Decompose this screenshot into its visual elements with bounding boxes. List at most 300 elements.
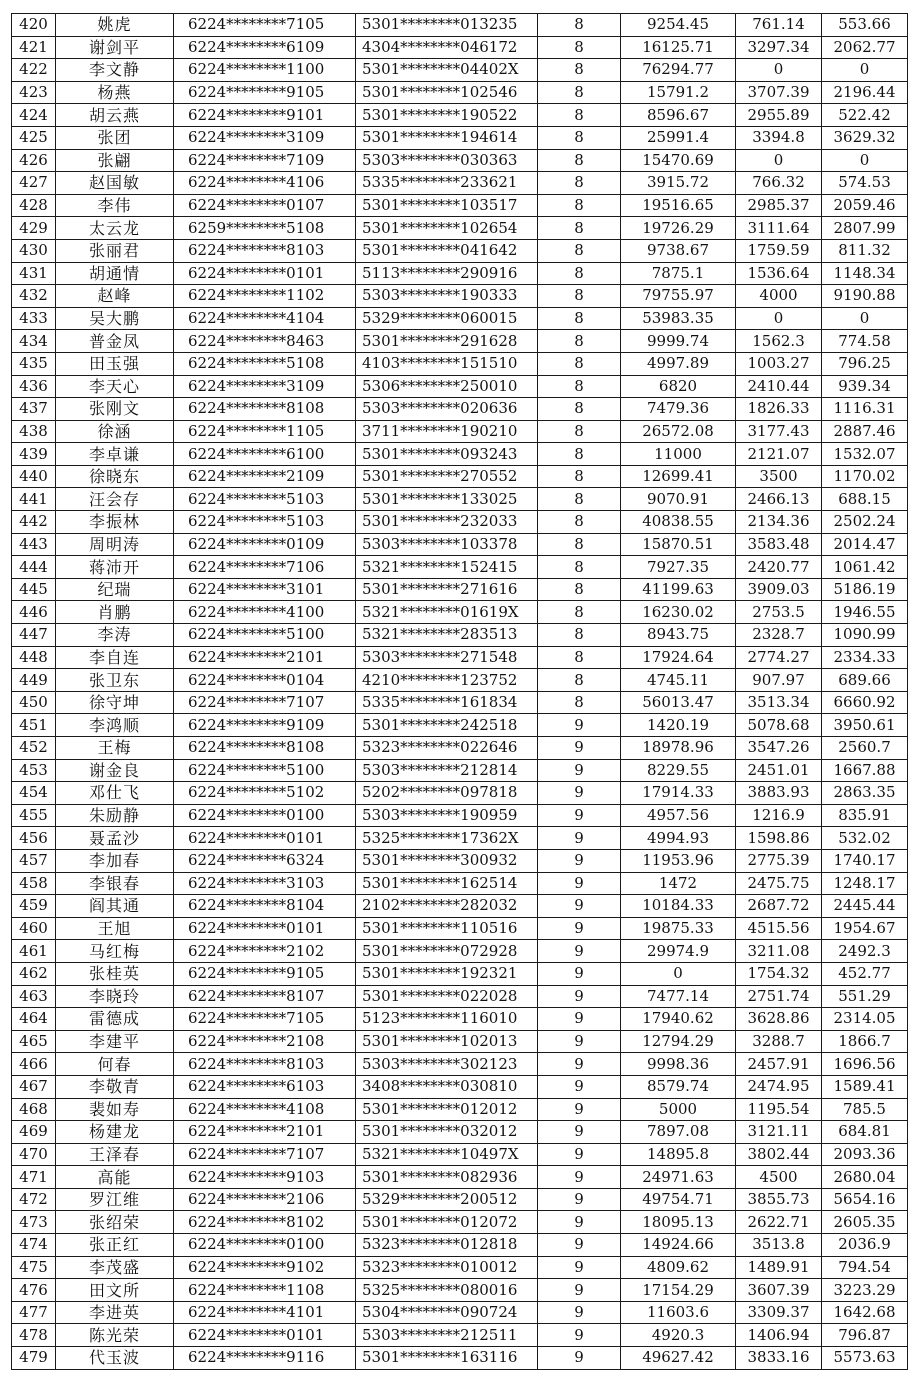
bank-card-cell: 6224********5103 <box>174 488 356 511</box>
id-number-cell: 5325********17362X <box>356 827 538 850</box>
group-cell: 9 <box>538 1143 621 1166</box>
amount-b-cell: 1759.59 <box>736 239 822 262</box>
amount-c-cell: 2605.35 <box>822 1211 908 1234</box>
bank-card-cell: 6224********1105 <box>174 420 356 443</box>
group-cell: 9 <box>538 895 621 918</box>
group-cell: 9 <box>538 872 621 895</box>
amount-c-cell: 1589.41 <box>822 1075 908 1098</box>
id-number-cell: 2102********282032 <box>356 895 538 918</box>
table-row <box>12 1256 908 1279</box>
amount-a-cell: 7875.1 <box>621 262 736 285</box>
name-cell: 李伟 <box>56 194 174 217</box>
amount-c-cell: 2196.44 <box>822 81 908 104</box>
table-row <box>12 782 908 805</box>
group-cell: 8 <box>538 14 621 37</box>
row-number-cell: 466 <box>12 1053 56 1076</box>
group-cell: 9 <box>538 804 621 827</box>
name-cell: 邓仕飞 <box>56 782 174 805</box>
bank-card-cell: 6224********0101 <box>174 262 356 285</box>
amount-c-cell: 2334.33 <box>822 646 908 669</box>
amount-a-cell: 11953.96 <box>621 849 736 872</box>
bank-card-cell: 6224********1108 <box>174 1279 356 1302</box>
group-cell: 8 <box>538 352 621 375</box>
name-cell: 胡云燕 <box>56 104 174 127</box>
amount-b-cell: 0 <box>736 307 822 330</box>
amount-c-cell: 689.66 <box>822 669 908 692</box>
table-row <box>12 420 908 443</box>
id-number-cell: 5321********283513 <box>356 624 538 647</box>
table-row <box>12 398 908 421</box>
amount-a-cell: 53983.35 <box>621 307 736 330</box>
amount-c-cell: 1248.17 <box>822 872 908 895</box>
amount-c-cell: 532.02 <box>822 827 908 850</box>
row-number-cell: 430 <box>12 239 56 262</box>
amount-b-cell: 2774.27 <box>736 646 822 669</box>
name-cell: 李进英 <box>56 1301 174 1324</box>
bank-card-cell: 6224********1100 <box>174 59 356 82</box>
amount-b-cell: 3513.34 <box>736 691 822 714</box>
row-number-cell: 465 <box>12 1030 56 1053</box>
name-cell: 赵峰 <box>56 285 174 308</box>
amount-c-cell: 1532.07 <box>822 443 908 466</box>
row-number-cell: 427 <box>12 172 56 195</box>
id-number-cell: 4304********046172 <box>356 36 538 59</box>
amount-c-cell: 939.34 <box>822 375 908 398</box>
amount-a-cell: 8229.55 <box>621 759 736 782</box>
name-cell: 雷德成 <box>56 1008 174 1031</box>
name-cell: 普金凤 <box>56 330 174 353</box>
row-number-cell: 457 <box>12 849 56 872</box>
row-number-cell: 448 <box>12 646 56 669</box>
name-cell: 李晓玲 <box>56 985 174 1008</box>
name-cell: 李银春 <box>56 872 174 895</box>
amount-c-cell: 1061.42 <box>822 556 908 579</box>
row-number-cell: 441 <box>12 488 56 511</box>
row-number-cell: 445 <box>12 578 56 601</box>
name-cell: 李涛 <box>56 624 174 647</box>
amount-c-cell: 2445.44 <box>822 895 908 918</box>
bank-card-cell: 6224********3101 <box>174 578 356 601</box>
amount-b-cell: 4000 <box>736 285 822 308</box>
name-cell: 谢金良 <box>56 759 174 782</box>
amount-c-cell: 574.53 <box>822 172 908 195</box>
bank-card-cell: 6224********0107 <box>174 194 356 217</box>
name-cell: 纪瑞 <box>56 578 174 601</box>
group-cell: 8 <box>538 126 621 149</box>
amount-c-cell: 2093.36 <box>822 1143 908 1166</box>
row-number-cell: 475 <box>12 1256 56 1279</box>
id-number-cell: 5303********212511 <box>356 1324 538 1347</box>
amount-b-cell: 3547.26 <box>736 737 822 760</box>
name-cell: 肖鹏 <box>56 601 174 624</box>
name-cell: 王泽春 <box>56 1143 174 1166</box>
amount-a-cell: 0 <box>621 962 736 985</box>
amount-a-cell: 9999.74 <box>621 330 736 353</box>
bank-card-cell: 6224********4100 <box>174 601 356 624</box>
bank-card-cell: 6224********9116 <box>174 1347 356 1370</box>
group-cell: 8 <box>538 149 621 172</box>
table-row <box>12 737 908 760</box>
table-row <box>12 126 908 149</box>
record-table-sheet <box>11 13 907 1370</box>
row-number-cell: 472 <box>12 1188 56 1211</box>
amount-a-cell: 19875.33 <box>621 917 736 940</box>
row-number-cell: 473 <box>12 1211 56 1234</box>
table-row <box>12 375 908 398</box>
name-cell: 张卫东 <box>56 669 174 692</box>
id-number-cell: 5301********162514 <box>356 872 538 895</box>
row-number-cell: 455 <box>12 804 56 827</box>
id-number-cell: 5301********271616 <box>356 578 538 601</box>
table-row <box>12 1075 908 1098</box>
amount-b-cell: 2121.07 <box>736 443 822 466</box>
row-number-cell: 443 <box>12 533 56 556</box>
table-row <box>12 556 908 579</box>
bank-card-cell: 6224********8463 <box>174 330 356 353</box>
id-number-cell: 5301********102546 <box>356 81 538 104</box>
amount-b-cell: 3500 <box>736 465 822 488</box>
group-cell: 8 <box>538 601 621 624</box>
row-number-cell: 426 <box>12 149 56 172</box>
amount-c-cell: 3950.61 <box>822 714 908 737</box>
bank-card-cell: 6224********0101 <box>174 917 356 940</box>
amount-b-cell: 0 <box>736 149 822 172</box>
table-row <box>12 872 908 895</box>
id-number-cell: 5301********012072 <box>356 1211 538 1234</box>
table-row <box>12 624 908 647</box>
id-number-cell: 5301********242518 <box>356 714 538 737</box>
name-cell: 李文静 <box>56 59 174 82</box>
group-cell: 9 <box>538 1121 621 1144</box>
amount-b-cell: 3309.37 <box>736 1301 822 1324</box>
bank-card-cell: 6224********0101 <box>174 827 356 850</box>
amount-b-cell: 2985.37 <box>736 194 822 217</box>
bank-card-cell: 6224********5103 <box>174 511 356 534</box>
bank-card-cell: 6224********2106 <box>174 1188 356 1211</box>
name-cell: 张正红 <box>56 1234 174 1257</box>
group-cell: 8 <box>538 465 621 488</box>
table-row <box>12 172 908 195</box>
row-number-cell: 456 <box>12 827 56 850</box>
amount-a-cell: 26572.08 <box>621 420 736 443</box>
name-cell: 杨燕 <box>56 81 174 104</box>
table-row <box>12 1347 908 1370</box>
table-row <box>12 1279 908 1302</box>
amount-c-cell: 5186.19 <box>822 578 908 601</box>
bank-card-cell: 6224********8103 <box>174 239 356 262</box>
id-number-cell: 5303********302123 <box>356 1053 538 1076</box>
table-row <box>12 81 908 104</box>
amount-a-cell: 7479.36 <box>621 398 736 421</box>
amount-c-cell: 1696.56 <box>822 1053 908 1076</box>
row-number-cell: 446 <box>12 601 56 624</box>
amount-b-cell: 2420.77 <box>736 556 822 579</box>
amount-c-cell: 1116.31 <box>822 398 908 421</box>
table-row <box>12 601 908 624</box>
row-number-cell: 444 <box>12 556 56 579</box>
amount-a-cell: 7897.08 <box>621 1121 736 1144</box>
amount-a-cell: 25991.4 <box>621 126 736 149</box>
table-row <box>12 804 908 827</box>
amount-a-cell: 9738.67 <box>621 239 736 262</box>
bank-card-cell: 6224********2101 <box>174 1121 356 1144</box>
bank-card-cell: 6224********8102 <box>174 1211 356 1234</box>
amount-c-cell: 2560.7 <box>822 737 908 760</box>
id-number-cell: 5301********102013 <box>356 1030 538 1053</box>
name-cell: 田玉强 <box>56 352 174 375</box>
row-number-cell: 433 <box>12 307 56 330</box>
name-cell: 李卓谦 <box>56 443 174 466</box>
name-cell: 汪会存 <box>56 488 174 511</box>
bank-card-cell: 6224********6324 <box>174 849 356 872</box>
amount-c-cell: 1954.67 <box>822 917 908 940</box>
row-number-cell: 452 <box>12 737 56 760</box>
amount-a-cell: 16230.02 <box>621 601 736 624</box>
name-cell: 张丽君 <box>56 239 174 262</box>
amount-c-cell: 1946.55 <box>822 601 908 624</box>
id-number-cell: 5301********04402X <box>356 59 538 82</box>
amount-a-cell: 3915.72 <box>621 172 736 195</box>
amount-a-cell: 11000 <box>621 443 736 466</box>
group-cell: 9 <box>538 1075 621 1098</box>
amount-c-cell: 2502.24 <box>822 511 908 534</box>
name-cell: 蒋沛开 <box>56 556 174 579</box>
group-cell: 9 <box>538 1166 621 1189</box>
amount-c-cell: 2863.35 <box>822 782 908 805</box>
group-cell: 8 <box>538 285 621 308</box>
name-cell: 张翩 <box>56 149 174 172</box>
amount-c-cell: 2014.47 <box>822 533 908 556</box>
amount-b-cell: 3583.48 <box>736 533 822 556</box>
bank-card-cell: 6224********5102 <box>174 782 356 805</box>
id-number-cell: 5301********041642 <box>356 239 538 262</box>
id-number-cell: 5301********072928 <box>356 940 538 963</box>
bank-card-cell: 6224********2101 <box>174 646 356 669</box>
amount-b-cell: 2451.01 <box>736 759 822 782</box>
amount-c-cell: 796.87 <box>822 1324 908 1347</box>
table-row <box>12 759 908 782</box>
bank-card-cell: 6224********7109 <box>174 149 356 172</box>
id-number-cell: 3408********030810 <box>356 1075 538 1098</box>
name-cell: 王旭 <box>56 917 174 940</box>
group-cell: 9 <box>538 849 621 872</box>
group-cell: 8 <box>538 104 621 127</box>
bank-card-cell: 6224********7107 <box>174 691 356 714</box>
row-number-cell: 451 <box>12 714 56 737</box>
amount-c-cell: 2492.3 <box>822 940 908 963</box>
id-number-cell: 5301********032012 <box>356 1121 538 1144</box>
amount-a-cell: 24971.63 <box>621 1166 736 1189</box>
row-number-cell: 424 <box>12 104 56 127</box>
id-number-cell: 5303********190333 <box>356 285 538 308</box>
group-cell: 9 <box>538 1188 621 1211</box>
bank-card-cell: 6224********0101 <box>174 1324 356 1347</box>
amount-b-cell: 3394.8 <box>736 126 822 149</box>
amount-c-cell: 6660.92 <box>822 691 908 714</box>
name-cell: 陈光荣 <box>56 1324 174 1347</box>
table-row <box>12 578 908 601</box>
row-number-cell: 468 <box>12 1098 56 1121</box>
amount-c-cell: 2680.04 <box>822 1166 908 1189</box>
bank-card-cell: 6224********2108 <box>174 1030 356 1053</box>
row-number-cell: 439 <box>12 443 56 466</box>
name-cell: 王梅 <box>56 737 174 760</box>
id-number-cell: 5301********133025 <box>356 488 538 511</box>
bank-card-cell: 6224********7106 <box>174 556 356 579</box>
name-cell: 杨建龙 <box>56 1121 174 1144</box>
row-number-cell: 442 <box>12 511 56 534</box>
amount-c-cell: 0 <box>822 149 908 172</box>
name-cell: 李茂盛 <box>56 1256 174 1279</box>
name-cell: 李自连 <box>56 646 174 669</box>
bank-card-cell: 6224********8103 <box>174 1053 356 1076</box>
name-cell: 徐守坤 <box>56 691 174 714</box>
row-number-cell: 425 <box>12 126 56 149</box>
name-cell: 徐晓东 <box>56 465 174 488</box>
name-cell: 李鸿顺 <box>56 714 174 737</box>
row-number-cell: 435 <box>12 352 56 375</box>
id-number-cell: 5321********10497X <box>356 1143 538 1166</box>
amount-a-cell: 14924.66 <box>621 1234 736 1257</box>
table-row <box>12 1008 908 1031</box>
amount-a-cell: 49627.42 <box>621 1347 736 1370</box>
amount-a-cell: 79755.97 <box>621 285 736 308</box>
amount-b-cell: 3513.8 <box>736 1234 822 1257</box>
table-row <box>12 962 908 985</box>
amount-b-cell: 4515.56 <box>736 917 822 940</box>
bank-card-cell: 6224********5108 <box>174 352 356 375</box>
bank-card-cell: 6224********8108 <box>174 398 356 421</box>
amount-a-cell: 8579.74 <box>621 1075 736 1098</box>
group-cell: 9 <box>538 1256 621 1279</box>
row-number-cell: 459 <box>12 895 56 918</box>
amount-a-cell: 29974.9 <box>621 940 736 963</box>
amount-c-cell: 774.58 <box>822 330 908 353</box>
group-cell: 9 <box>538 1098 621 1121</box>
group-cell: 8 <box>538 488 621 511</box>
bank-card-cell: 6224********0104 <box>174 669 356 692</box>
table-row <box>12 14 908 37</box>
table-row <box>12 285 908 308</box>
id-number-cell: 5301********102654 <box>356 217 538 240</box>
row-number-cell: 447 <box>12 624 56 647</box>
id-number-cell: 5303********190959 <box>356 804 538 827</box>
table-row <box>12 1053 908 1076</box>
id-number-cell: 5306********250010 <box>356 375 538 398</box>
amount-a-cell: 8596.67 <box>621 104 736 127</box>
row-number-cell: 454 <box>12 782 56 805</box>
amount-c-cell: 0 <box>822 307 908 330</box>
table-row <box>12 1121 908 1144</box>
group-cell: 9 <box>538 714 621 737</box>
table-row <box>12 465 908 488</box>
table-body <box>12 14 908 1370</box>
bank-card-cell: 6224********6103 <box>174 1075 356 1098</box>
amount-a-cell: 4809.62 <box>621 1256 736 1279</box>
amount-c-cell: 684.81 <box>822 1121 908 1144</box>
amount-a-cell: 4745.11 <box>621 669 736 692</box>
bank-card-cell: 6224********9109 <box>174 714 356 737</box>
amount-b-cell: 2134.36 <box>736 511 822 534</box>
amount-a-cell: 40838.55 <box>621 511 736 534</box>
table-row <box>12 149 908 172</box>
amount-c-cell: 553.66 <box>822 14 908 37</box>
id-number-cell: 5303********020636 <box>356 398 538 421</box>
name-cell: 姚虎 <box>56 14 174 37</box>
table-row <box>12 849 908 872</box>
row-number-cell: 434 <box>12 330 56 353</box>
id-number-cell: 5301********163116 <box>356 1347 538 1370</box>
bank-card-cell: 6224********4106 <box>174 172 356 195</box>
group-cell: 8 <box>538 578 621 601</box>
amount-b-cell: 1562.3 <box>736 330 822 353</box>
bank-card-cell: 6259********5108 <box>174 217 356 240</box>
group-cell: 8 <box>538 443 621 466</box>
amount-a-cell: 1420.19 <box>621 714 736 737</box>
amount-b-cell: 1598.86 <box>736 827 822 850</box>
bank-card-cell: 6224********8108 <box>174 737 356 760</box>
amount-c-cell: 1642.68 <box>822 1301 908 1324</box>
name-cell: 张团 <box>56 126 174 149</box>
row-number-cell: 421 <box>12 36 56 59</box>
id-number-cell: 5325********080016 <box>356 1279 538 1302</box>
amount-c-cell: 0 <box>822 59 908 82</box>
amount-b-cell: 766.32 <box>736 172 822 195</box>
table-row <box>12 1098 908 1121</box>
table-row <box>12 940 908 963</box>
amount-c-cell: 2314.05 <box>822 1008 908 1031</box>
amount-c-cell: 2887.46 <box>822 420 908 443</box>
id-number-cell: 5301********013235 <box>356 14 538 37</box>
id-number-cell: 5301********190522 <box>356 104 538 127</box>
amount-b-cell: 3909.03 <box>736 578 822 601</box>
id-number-cell: 5323********010012 <box>356 1256 538 1279</box>
row-number-cell: 464 <box>12 1008 56 1031</box>
amount-c-cell: 1170.02 <box>822 465 908 488</box>
group-cell: 8 <box>538 59 621 82</box>
bank-card-cell: 6224********0100 <box>174 1234 356 1257</box>
bank-card-cell: 6224********9101 <box>174 104 356 127</box>
group-cell: 8 <box>538 194 621 217</box>
table-row <box>12 239 908 262</box>
table-row <box>12 714 908 737</box>
row-number-cell: 467 <box>12 1075 56 1098</box>
amount-b-cell: 3833.16 <box>736 1347 822 1370</box>
group-cell: 8 <box>538 669 621 692</box>
name-cell: 马红梅 <box>56 940 174 963</box>
amount-a-cell: 17924.64 <box>621 646 736 669</box>
table-row <box>12 1324 908 1347</box>
amount-a-cell: 1472 <box>621 872 736 895</box>
table-row <box>12 1188 908 1211</box>
amount-b-cell: 3111.64 <box>736 217 822 240</box>
group-cell: 8 <box>538 533 621 556</box>
id-number-cell: 5301********194614 <box>356 126 538 149</box>
amount-b-cell: 3211.08 <box>736 940 822 963</box>
bank-card-cell: 6224********3109 <box>174 126 356 149</box>
name-cell: 徐涵 <box>56 420 174 443</box>
name-cell: 高能 <box>56 1166 174 1189</box>
id-number-cell: 5123********116010 <box>356 1008 538 1031</box>
table-row <box>12 646 908 669</box>
id-number-cell: 5301********270552 <box>356 465 538 488</box>
name-cell: 田文所 <box>56 1279 174 1302</box>
amount-c-cell: 2062.77 <box>822 36 908 59</box>
row-number-cell: 437 <box>12 398 56 421</box>
amount-a-cell: 15791.2 <box>621 81 736 104</box>
amount-a-cell: 18978.96 <box>621 737 736 760</box>
row-number-cell: 453 <box>12 759 56 782</box>
